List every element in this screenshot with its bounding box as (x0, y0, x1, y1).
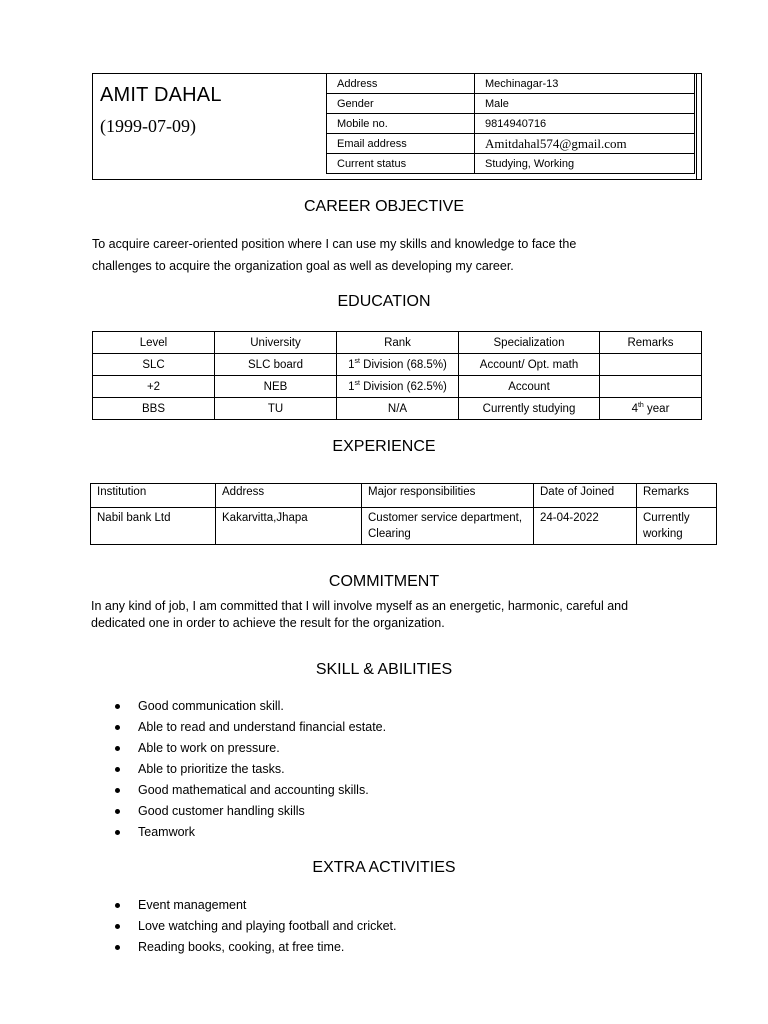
table-row (93, 376, 702, 398)
column-header: Address (216, 484, 362, 508)
institution-cell: Nabil bank Ltd (91, 508, 216, 545)
bullet-icon (115, 725, 120, 730)
experience-table (90, 483, 717, 545)
date-cell: 24-04-2022 (534, 508, 637, 545)
experience-header-row (91, 484, 717, 508)
career-objective-line: To acquire career-oriented position where I can use my skills and knowledge to face the (92, 237, 577, 251)
info-label: Current status (327, 154, 475, 174)
commitment-line: In any kind of job, I am committed that I will involve myself as an energetic, harmonic, careful and (91, 599, 629, 613)
date-of-birth: (1999-07-09) (100, 116, 196, 136)
commitment-text (91, 598, 711, 632)
table-row (91, 508, 717, 545)
specialization-cell: Currently studying (459, 398, 600, 420)
bullet-icon (115, 704, 120, 709)
bullet-icon (115, 945, 120, 950)
info-row (327, 74, 695, 94)
education-table (92, 331, 702, 420)
remarks-cell: 4th year (600, 398, 702, 420)
experience-heading: EXPERIENCE (332, 438, 436, 455)
info-value: Mechinagar-13 (475, 74, 695, 94)
info-value: Studying, Working (475, 154, 695, 174)
list-item: Good customer handling skills (92, 801, 386, 822)
career-objective-line: challenges to acquire the organization goal as well as developing my career. (92, 259, 514, 273)
info-label: Mobile no. (327, 114, 475, 134)
rank-cell: 1st Division (62.5%) (337, 376, 459, 398)
bullet-icon (115, 746, 120, 751)
info-label: Gender (327, 94, 475, 114)
commitment-line: dedicated one in order to achieve the result for the organization. (91, 616, 445, 630)
info-label: Address (327, 74, 475, 94)
level-cell: +2 (93, 376, 215, 398)
rank-cell: 1st Division (68.5%) (337, 354, 459, 376)
column-header: Specialization (459, 332, 600, 354)
table-row (93, 398, 702, 420)
remarks-cell (600, 354, 702, 376)
info-label: Email address (327, 134, 475, 154)
personal-info-table (326, 73, 695, 174)
info-row (327, 94, 695, 114)
list-item: Love watching and playing football and cricket. (92, 916, 397, 937)
address-cell: Kakarvitta,Jhapa (216, 508, 362, 545)
info-row (327, 114, 695, 134)
list-item: Teamwork (92, 822, 386, 843)
remarks-cell: Currently working (637, 508, 717, 545)
bullet-icon (115, 809, 120, 814)
commitment-heading: COMMITMENT (328, 573, 440, 590)
list-item: Able to prioritize the tasks. (92, 759, 386, 780)
education-header-row (93, 332, 702, 354)
column-header: Institution (91, 484, 216, 508)
info-row (327, 134, 695, 154)
skills-list (92, 696, 386, 843)
column-header: Remarks (600, 332, 702, 354)
bullet-icon (115, 924, 120, 929)
list-item: Able to read and understand financial estate. (92, 717, 386, 738)
skills-heading: SKILL & ABILITIES (315, 661, 453, 678)
specialization-cell: Account (459, 376, 600, 398)
column-header: Major responsibilities (362, 484, 534, 508)
info-row (327, 154, 695, 174)
bullet-icon (115, 903, 120, 908)
list-item: Good mathematical and accounting skills. (92, 780, 386, 801)
info-value: 9814940716 (475, 114, 695, 134)
bullet-icon (115, 830, 120, 835)
university-cell: SLC board (215, 354, 337, 376)
extra-activities-heading: EXTRA ACTIVITIES (312, 859, 456, 876)
column-header: Date of Joined (534, 484, 637, 508)
column-header: University (215, 332, 337, 354)
extra-activities-list (92, 895, 397, 958)
list-item: Event management (92, 895, 397, 916)
list-item: Able to work on pressure. (92, 738, 386, 759)
bullet-icon (115, 788, 120, 793)
list-item: Good communication skill. (92, 696, 386, 717)
career-objective-heading: CAREER OBJECTIVE (303, 198, 465, 215)
email-link[interactable]: Amitdahal574@gmail.com (475, 134, 695, 154)
level-cell: SLC (93, 354, 215, 376)
bullet-icon (115, 767, 120, 772)
list-item: Reading books, cooking, at free time. (92, 937, 397, 958)
rank-cell: N/A (337, 398, 459, 420)
header-right-rule (696, 73, 697, 180)
university-cell: NEB (215, 376, 337, 398)
specialization-cell: Account/ Opt. math (459, 354, 600, 376)
education-heading: EDUCATION (337, 293, 431, 310)
university-cell: TU (215, 398, 337, 420)
column-header: Rank (337, 332, 459, 354)
career-objective-text (92, 233, 692, 277)
responsibilities-cell: Customer service department, Clearing (362, 508, 534, 545)
candidate-name: AMIT DAHAL (100, 84, 222, 106)
column-header: Remarks (637, 484, 717, 508)
table-row (93, 354, 702, 376)
remarks-cell (600, 376, 702, 398)
info-value: Male (475, 94, 695, 114)
column-header: Level (93, 332, 215, 354)
level-cell: BBS (93, 398, 215, 420)
